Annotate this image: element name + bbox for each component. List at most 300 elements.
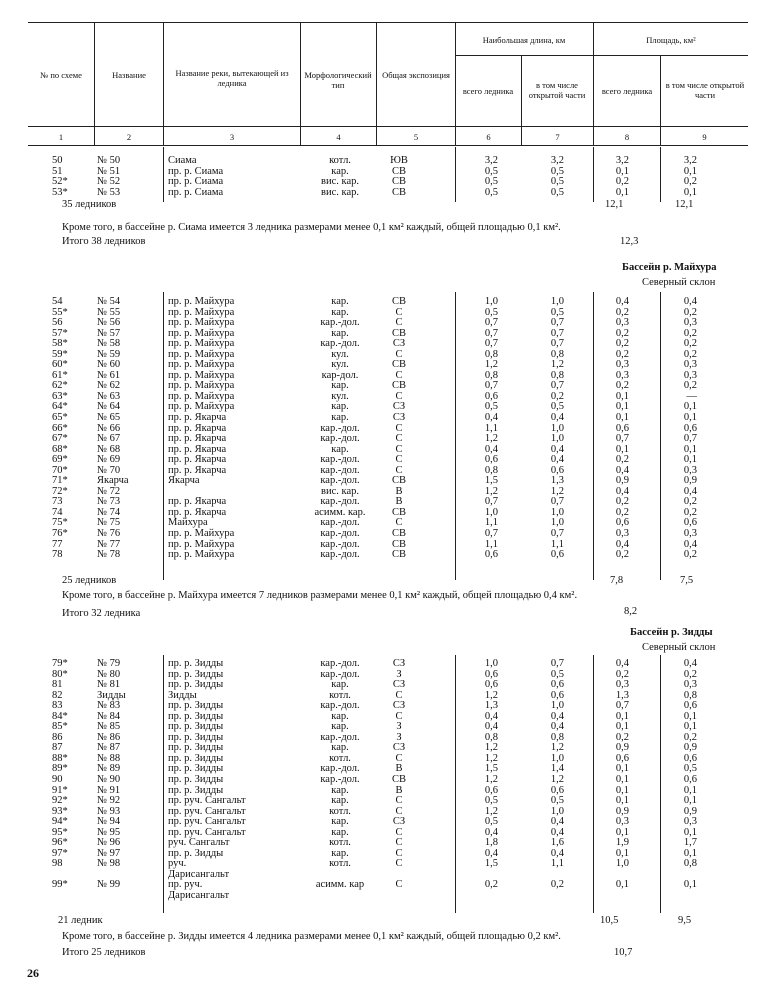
river-name: пр. р. Майхура	[168, 380, 235, 392]
length-total: 0,4	[484, 412, 498, 424]
area-total: 0,1	[615, 879, 629, 891]
length-open: 0,6	[550, 464, 564, 476]
river-name: пр. р. Майхура	[168, 338, 235, 350]
area-open: 0,7	[683, 433, 697, 445]
glacier-name: № 51	[97, 165, 121, 177]
river-name: пр. р. Сиама	[168, 165, 224, 177]
river-name: пр. р. Майхура	[168, 369, 235, 381]
itogo-value: 12,3	[620, 236, 639, 247]
length-open: 0,7	[550, 528, 564, 540]
scheme-number: 84*	[52, 710, 68, 722]
length-total: 0,5	[484, 816, 498, 828]
glacier-name: № 54	[97, 296, 121, 307]
length-open: 0,8	[550, 348, 564, 360]
header-col-exposure: Общая экспозиция	[382, 70, 450, 80]
length-total: 0,5	[484, 306, 498, 318]
morph-type: кар.-дол.	[320, 774, 360, 786]
morph-type: кар.-дол.	[320, 538, 360, 550]
header-area-open: в том числе открытой части	[665, 80, 745, 100]
header-top-rule	[28, 22, 748, 23]
area-open: 0,2	[683, 668, 697, 680]
itogo-label: Итого 25 ледников	[62, 947, 146, 958]
area-open: 0,3	[683, 369, 697, 381]
length-open: 1,2	[550, 774, 564, 786]
river-name: Сиама	[168, 155, 197, 166]
exposure: СЗ	[392, 401, 406, 413]
morph-type: кар.	[331, 742, 349, 754]
glacier-name: № 93	[97, 805, 121, 817]
area-total: 0,4	[615, 538, 629, 550]
itogo-label: Итого 38 ледников	[62, 236, 146, 247]
length-total: 0,6	[484, 784, 498, 796]
length-open: 1,3	[550, 475, 564, 487]
area-open: 1,7	[683, 837, 697, 849]
area-open: 0,1	[683, 165, 697, 177]
scheme-number: 75*	[52, 517, 68, 529]
table-row	[0, 775, 775, 786]
area-open: 0,2	[683, 327, 697, 339]
area-total: 0,7	[615, 433, 629, 445]
area-open: 0,6	[683, 752, 697, 764]
area-total: 0,1	[615, 390, 629, 402]
length-open: 0,5	[550, 176, 564, 188]
exposure: В	[395, 763, 403, 775]
exposure: СВ	[391, 359, 406, 371]
morph-type: кар.-дол.	[320, 517, 360, 529]
morph-type: кар.	[331, 721, 349, 733]
area-open: 0,6	[683, 422, 697, 434]
length-total: 0,2	[484, 879, 498, 891]
glacier-name: № 56	[97, 317, 121, 329]
exposure: С	[395, 858, 403, 870]
river-name: пр. р. Майхура	[168, 390, 235, 402]
river-name: пр. р. Зидды	[168, 731, 224, 743]
river-name: пр. р. Якарча	[168, 443, 227, 455]
area-open: 0,9	[683, 742, 697, 754]
length-open: 0,8	[550, 731, 564, 743]
length-total: 0,8	[484, 348, 498, 360]
morph-type: вис. кар.	[321, 186, 359, 198]
glacier-name: № 83	[97, 700, 121, 712]
length-open: 0,5	[550, 795, 564, 807]
length-open: 0,5	[550, 401, 564, 413]
length-open: 0,5	[550, 186, 564, 198]
glacier-table-maikhura	[0, 297, 775, 561]
length-total: 1,2	[484, 752, 498, 764]
header-vline	[300, 22, 301, 146]
length-total: 1,2	[484, 774, 498, 786]
length-total: 3,2	[484, 155, 498, 166]
header-number: 9	[702, 132, 707, 142]
length-total: 1,5	[484, 475, 498, 487]
area-open: 0,4	[683, 658, 697, 669]
exposure: С	[395, 390, 403, 402]
length-total: 1,1	[484, 538, 498, 550]
glacier-name: Зидды	[97, 689, 126, 701]
area-open: 0,2	[683, 176, 697, 188]
river-name: пр. р. Майхура	[168, 359, 235, 371]
length-open: 0,7	[550, 327, 564, 339]
area-total: 0,2	[615, 176, 629, 188]
subtotal-open: 12,1	[675, 199, 694, 210]
length-total: 0,7	[484, 317, 498, 329]
length-open: 0,8	[550, 369, 564, 381]
header-number: 4	[336, 132, 341, 142]
length-open: 1,0	[550, 296, 564, 307]
glacier-name: № 77	[97, 538, 121, 550]
glacier-name: № 59	[97, 348, 121, 360]
length-open: 0,2	[550, 390, 564, 402]
area-total: 0,1	[615, 774, 629, 786]
length-total: 0,8	[484, 369, 498, 381]
table-row	[0, 550, 775, 561]
header-vline	[660, 55, 661, 146]
scheme-number: 97*	[52, 847, 68, 859]
header-bottom-rule	[28, 126, 748, 127]
scheme-number: 87	[52, 742, 63, 754]
header-col-name: Название	[112, 70, 146, 80]
area-open: 0,4	[683, 538, 697, 550]
area-total: 0,1	[615, 412, 629, 424]
area-open: 0,4	[683, 485, 697, 497]
itogo-label: Итого 32 ледника	[62, 608, 141, 619]
length-total: 0,6	[484, 454, 498, 466]
slope-title: Северный склон	[642, 277, 716, 288]
exposure: С	[395, 795, 403, 807]
area-open: 0,2	[683, 380, 697, 392]
morph-type: котл.	[329, 858, 351, 870]
area-total: 0,9	[615, 805, 629, 817]
area-open: 0,8	[683, 858, 697, 870]
length-total: 1,5	[484, 763, 498, 775]
length-open: 0,4	[550, 412, 564, 424]
header-vline	[376, 22, 377, 146]
scheme-number: 71*	[52, 475, 68, 487]
glacier-name: № 98	[97, 858, 121, 870]
scheme-number: 99*	[52, 879, 68, 891]
exposure: СВ	[391, 538, 406, 550]
morph-type: кар.-дол.	[320, 317, 360, 329]
morph-type: кар.-дол.	[320, 422, 360, 434]
header-group-length: Наибольшая длина, км	[482, 35, 566, 45]
scheme-number: 66*	[52, 422, 68, 434]
river-name: пр. р. Майхура	[168, 327, 235, 339]
scheme-number: 95*	[52, 826, 68, 838]
scheme-number: 52*	[52, 176, 68, 188]
length-total: 1,2	[484, 359, 498, 371]
length-open: 0,6	[550, 549, 564, 561]
scheme-number: 80*	[52, 668, 68, 680]
scheme-number: 89*	[52, 763, 68, 775]
river-name: пр. р. Майхура	[168, 401, 235, 413]
glacier-name: № 92	[97, 795, 121, 807]
area-open: 0,3	[683, 679, 697, 691]
glacier-name: № 68	[97, 443, 121, 455]
length-total: 1,1	[484, 517, 498, 529]
scheme-number: 81	[52, 679, 63, 691]
river-name: пр. р. Зидды	[168, 763, 224, 775]
area-open: 0,1	[683, 454, 697, 466]
subtotal-open: 7,5	[680, 575, 694, 586]
exposure: СВ	[391, 774, 406, 786]
area-open: 0,1	[683, 826, 697, 838]
glacier-name: № 65	[97, 412, 121, 424]
area-open: 0,1	[683, 795, 697, 807]
area-total: 0,3	[615, 317, 629, 329]
river-name: пр. р. Майхура	[168, 528, 235, 540]
area-total: 0,1	[615, 721, 629, 733]
length-total: 0,7	[484, 327, 498, 339]
morph-type: кар.-дол.	[320, 528, 360, 540]
length-total: 0,5	[484, 176, 498, 188]
table-row	[0, 413, 775, 424]
scheme-number: 92*	[52, 795, 68, 807]
header-vline	[94, 22, 95, 146]
exposure: С	[395, 689, 403, 701]
length-total: 0,4	[484, 847, 498, 859]
itogo-value: 10,7	[614, 947, 633, 958]
river-name: пр. р. Майхура	[168, 549, 235, 561]
glacier-name: № 84	[97, 710, 121, 722]
morph-type: кар.-дол.	[320, 496, 360, 508]
scheme-number: 59*	[52, 348, 68, 360]
morph-type: кар.	[331, 306, 349, 318]
header-vline	[521, 55, 522, 146]
area-total: 0,4	[615, 296, 629, 307]
header-vline	[593, 22, 594, 146]
table-row	[0, 297, 775, 308]
morph-type: кар.-дол.	[320, 658, 360, 669]
area-total: 0,3	[615, 359, 629, 371]
area-open: 0,3	[683, 816, 697, 828]
table-row	[0, 156, 775, 167]
scheme-number: 65*	[52, 412, 68, 424]
glacier-name: № 79	[97, 658, 121, 669]
morph-type: кар.	[331, 380, 349, 392]
subtotal-total: 7,8	[610, 575, 624, 586]
river-name: пр. р. Зидды	[168, 658, 224, 669]
length-open: 3,2	[550, 155, 564, 166]
area-open: 0,2	[683, 306, 697, 318]
exposure: С	[395, 805, 403, 817]
exposure: СВ	[391, 549, 406, 561]
length-open: 0,4	[550, 847, 564, 859]
scheme-number: 68*	[52, 443, 68, 455]
area-open: 0,5	[683, 763, 697, 775]
river-name: пр. р. Зидды	[168, 752, 224, 764]
glacier-name: № 69	[97, 454, 121, 466]
length-total: 1,0	[484, 658, 498, 669]
slope-title: Северный склон	[642, 642, 716, 653]
area-open: 0,9	[683, 475, 697, 487]
exposure: СЗ	[392, 338, 406, 350]
length-total: 1,2	[484, 433, 498, 445]
morph-type: кар.	[331, 443, 349, 455]
scheme-number: 91*	[52, 784, 68, 796]
morph-type: кар.-дол.	[320, 763, 360, 775]
area-open: 0,2	[683, 348, 697, 360]
area-open: 0,1	[683, 879, 697, 891]
exposure: ЮВ	[390, 155, 408, 166]
river-name: пр. р. Зидды	[168, 679, 224, 691]
area-open: 0,3	[683, 528, 697, 540]
glacier-name: № 57	[97, 327, 121, 339]
header-length-total: всего ледника	[462, 86, 514, 96]
header-col-river: Название реки, вытекающей из ледника	[175, 68, 289, 88]
scheme-number: 67*	[52, 433, 68, 445]
river-name: пр. р. Майхура	[168, 348, 235, 360]
area-open: 0,1	[683, 721, 697, 733]
scheme-number: 86	[52, 731, 63, 743]
length-total: 0,6	[484, 668, 498, 680]
header-area-total: всего ледника	[601, 86, 653, 96]
area-open: 0,4	[683, 296, 697, 307]
length-total: 1,1	[484, 422, 498, 434]
glacier-name: № 80	[97, 668, 121, 680]
length-total: 1,0	[484, 296, 498, 307]
header-col-morph: Морфологический тип	[304, 70, 372, 90]
basin-title: Бассейн р. Зидды	[630, 627, 713, 638]
length-open: 0,7	[550, 317, 564, 329]
exposure: С	[395, 348, 403, 360]
area-total: 0,2	[615, 506, 629, 518]
river-name: руч. Сангальт	[168, 837, 230, 849]
area-total: 0,2	[615, 306, 629, 318]
morph-type: кар-дол.	[321, 369, 359, 381]
river-name: пр. р. Майхура	[168, 317, 235, 329]
morph-type: кар.	[331, 826, 349, 838]
area-open: —	[686, 390, 697, 402]
scheme-number: 82	[52, 689, 63, 701]
glacier-name: № 70	[97, 464, 121, 476]
morph-type: кар.-дол.	[320, 668, 360, 680]
glacier-name: № 55	[97, 306, 121, 318]
morph-type: кар.	[331, 296, 349, 307]
glacier-name: № 76	[97, 528, 121, 540]
area-total: 0,9	[615, 742, 629, 754]
length-open: 1,2	[550, 742, 564, 754]
glacier-name: № 74	[97, 506, 121, 518]
header-group-rule	[455, 55, 748, 56]
area-open: 0,3	[683, 464, 697, 476]
length-open: 0,2	[550, 879, 564, 891]
glacier-name: № 62	[97, 380, 121, 392]
river-name: пр. р. Зидды	[168, 774, 224, 786]
exposure: СЗ	[392, 816, 406, 828]
exposure: С	[395, 517, 403, 529]
morph-type: кар.-дол.	[320, 454, 360, 466]
scheme-number: 54	[52, 296, 63, 307]
header-col-number: № по схеме	[40, 70, 82, 80]
area-total: 0,2	[615, 496, 629, 508]
exposure: СВ	[391, 327, 406, 339]
length-open: 1,4	[550, 763, 564, 775]
morph-type: кар.-дол.	[320, 475, 360, 487]
length-open: 0,4	[550, 454, 564, 466]
area-total: 0,2	[615, 348, 629, 360]
length-open: 0,4	[550, 826, 564, 838]
table-row	[0, 529, 775, 540]
area-open: 0,1	[683, 847, 697, 859]
area-open: 0,6	[683, 517, 697, 529]
length-open: 1,0	[550, 422, 564, 434]
scheme-number: 56	[52, 317, 63, 329]
exposure: СВ	[391, 506, 406, 518]
river-name: пр. р. Якарча	[168, 422, 227, 434]
scheme-number: 61*	[52, 369, 68, 381]
area-open: 3,2	[683, 155, 697, 166]
length-open: 0,5	[550, 306, 564, 318]
area-open: 0,6	[683, 774, 697, 786]
river-name: пр. р. Якарча	[168, 412, 227, 424]
table-row	[0, 859, 775, 880]
glacier-table-ziddy	[0, 659, 775, 901]
glacier-name: № 99	[97, 879, 121, 891]
area-total: 0,4	[615, 658, 629, 669]
exposure: СВ	[391, 296, 406, 307]
morph-type: котл.	[329, 155, 351, 166]
scheme-number: 62*	[52, 380, 68, 392]
length-open: 0,7	[550, 338, 564, 350]
area-total: 0,3	[615, 528, 629, 540]
area-total: 0,1	[615, 443, 629, 455]
river-name: пр. р. Якарча	[168, 506, 227, 518]
glacier-name: № 91	[97, 784, 121, 796]
exposure: СВ	[391, 475, 406, 487]
length-open: 1,0	[550, 506, 564, 518]
length-total: 0,7	[484, 496, 498, 508]
glacier-name: № 81	[97, 679, 121, 691]
scheme-number: 90	[52, 774, 63, 786]
length-open: 1,1	[550, 858, 564, 870]
morph-type: кар.-дол.	[320, 338, 360, 350]
length-open: 0,6	[550, 679, 564, 691]
river-name: пр. р. Зидды	[168, 710, 224, 722]
area-total: 0,7	[615, 700, 629, 712]
area-total: 0,1	[615, 710, 629, 722]
scheme-number: 70*	[52, 464, 68, 476]
scheme-number: 79*	[52, 658, 68, 669]
scheme-number: 58*	[52, 338, 68, 350]
area-open: 0,8	[683, 689, 697, 701]
area-open: 0,2	[683, 338, 697, 350]
area-total: 1,9	[615, 837, 629, 849]
morph-type: кар.	[331, 327, 349, 339]
area-total: 0,2	[615, 327, 629, 339]
morph-type: котл.	[329, 752, 351, 764]
length-total: 1,2	[484, 805, 498, 817]
table-row	[0, 188, 775, 199]
length-total: 0,4	[484, 443, 498, 455]
area-total: 0,1	[615, 847, 629, 859]
scheme-number: 74	[52, 506, 63, 518]
area-open: 0,1	[683, 186, 697, 198]
morph-type: вис. кар.	[321, 176, 359, 188]
scheme-number: 98	[52, 858, 63, 870]
river-name: пр. р. Якарча	[168, 433, 227, 445]
glacier-name: № 64	[97, 401, 121, 413]
length-total: 1,3	[484, 700, 498, 712]
scheme-number: 63*	[52, 390, 68, 402]
count-label: 21 ледник	[58, 915, 103, 926]
morph-type: кар.-дол.	[320, 700, 360, 712]
length-total: 1,2	[484, 485, 498, 497]
exposure: В	[395, 784, 403, 796]
scheme-number: 55*	[52, 306, 68, 318]
length-total: 0,4	[484, 721, 498, 733]
area-total: 0,2	[615, 454, 629, 466]
length-open: 1,6	[550, 837, 564, 849]
